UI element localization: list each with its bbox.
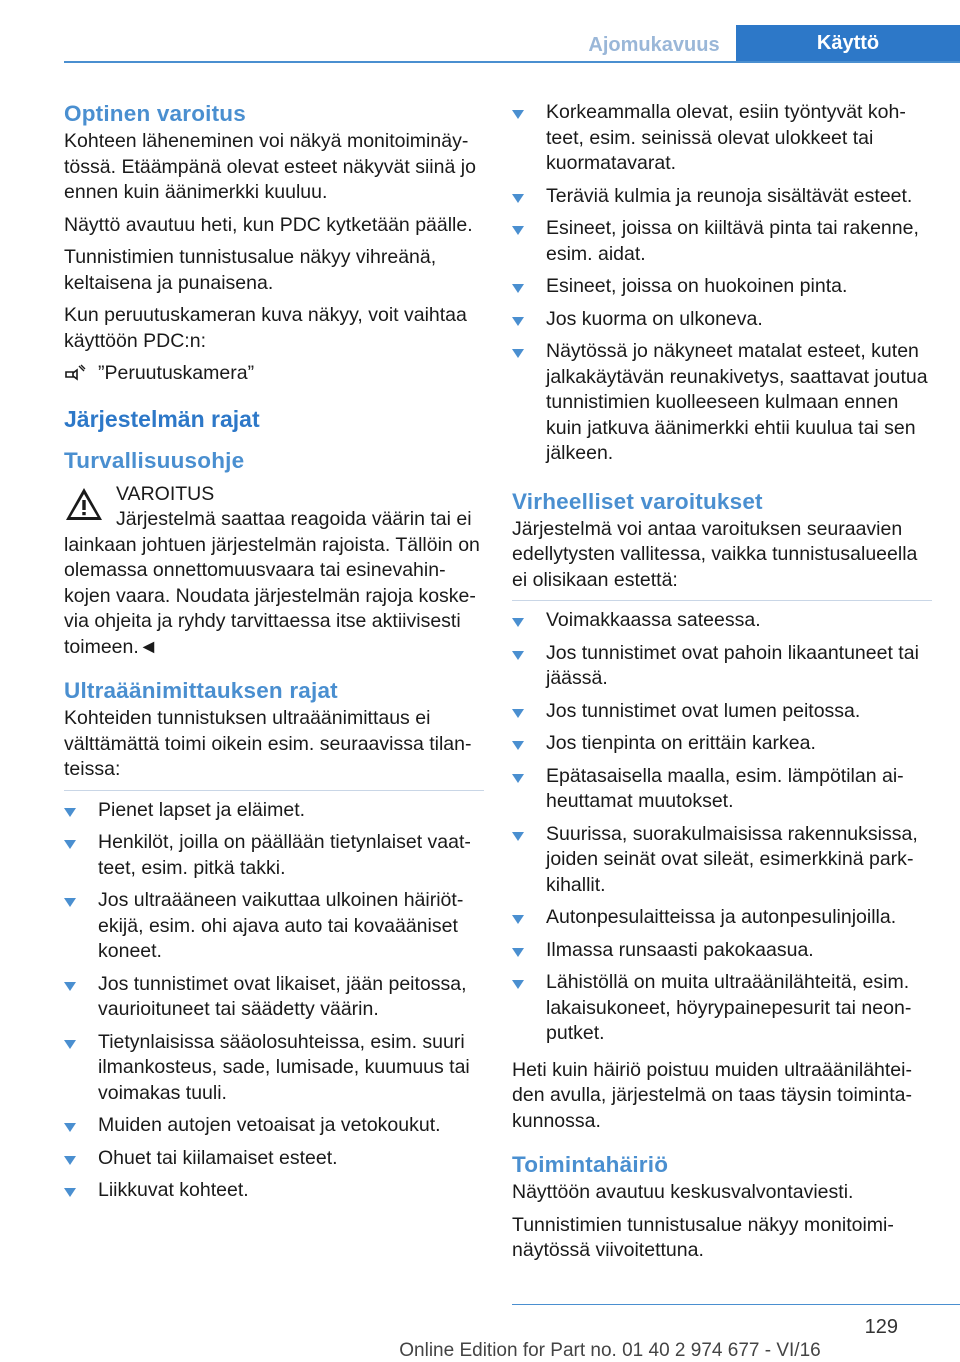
list-item: Ohuet tai kiilamaiset esteet.: [64, 1146, 484, 1179]
toiminta-heading: Toimintahäiriö: [512, 1152, 669, 1177]
list-item: Esineet, joissa on huokoinen pinta.: [512, 274, 932, 307]
list-item: Tietynlaisissa sääolosuhteissa, esim. suuri ilmankosteus, sade, lumisade, kuumuus tai voimakas tuuli.: [64, 1030, 484, 1114]
list-item: Jos tunnistimet ovat pahoin likaantuneet tai jäässä.: [512, 641, 932, 699]
triangle-bullet-icon: [512, 226, 524, 235]
warning-text: Järjestelmä saattaa reagoida väärin tai ei lainkaan johtuen järjestelmän rajoista. Tällöin on olemassa onnettomuusvaara tai esinevahinkojen vaara. Noudata järjestelmän rajoja koskevia ohjeita ja ryhdy tarvittaessa itse aktiivisesti toimeen.◄: [64, 508, 480, 658]
ultra-heading: Ultraäänimittauksen rajat: [64, 678, 338, 703]
ultra-list: [64, 798, 484, 1211]
list-item: Autonpesulaitteissa ja autonpesulinjoilla.: [512, 905, 932, 938]
triangle-bullet-icon: [64, 840, 76, 849]
list-item: Liikkuvat kohteet.: [64, 1178, 484, 1211]
optinen-paragraph-3: Tunnistimien tunnistusalue näkyy vihreänä, keltaisena ja punaisena.: [64, 246, 437, 294]
triangle-bullet-icon: [512, 110, 524, 119]
list-item: Pienet lapset ja eläimet.: [64, 798, 484, 831]
toiminta-paragraph-1: Näyttöön avautuu keskusvalvontaviesti.: [512, 1181, 854, 1203]
list-divider: [64, 790, 484, 791]
list-item: Näytössä jo näkyneet matalat esteet, kuten jalkakäytävän reunakivetys, saattavat joutua tunnistimien kuolleeseen kulmaan ennen kuin jatkuva äänimerkki ehtii kuulua tai sen jälkeen.: [512, 339, 932, 474]
triangle-bullet-icon: [512, 948, 524, 957]
triangle-bullet-icon: [512, 284, 524, 293]
warning-title: VAROITUS: [116, 482, 215, 505]
virhe-list: [512, 608, 932, 1054]
triangle-bullet-icon: [512, 651, 524, 660]
header-chapter-tab: Käyttö: [736, 25, 960, 62]
triangle-bullet-icon: [512, 618, 524, 627]
safety-heading: Turvallisuusohje: [64, 447, 245, 473]
left-column: [64, 100, 484, 1215]
ultra-list-continued: [512, 100, 932, 474]
list-item: Voimakkaassa sateessa.: [512, 608, 932, 641]
triangle-bullet-icon: [512, 832, 524, 841]
triangle-bullet-icon: [64, 1188, 76, 1197]
menu-instruction: [64, 361, 484, 387]
triangle-bullet-icon: [512, 709, 524, 718]
optinen-heading: Optinen varoitus: [64, 101, 246, 126]
list-item: Epätasaisella maalla, esim. lämpötilan aiheuttamat muutokset.: [512, 764, 932, 822]
list-item: Henkilöt, joilla on päällään tietynlaiset vaatteet, esim. pitkä takki.: [64, 830, 484, 888]
list-item: Jos kuorma on ulkoneva.: [512, 307, 932, 340]
triangle-bullet-icon: [64, 1156, 76, 1165]
triangle-bullet-icon: [512, 194, 524, 203]
list-divider: [512, 600, 932, 601]
triangle-bullet-icon: [512, 317, 524, 326]
optinen-paragraph-1: Kohteen läheneminen voi näkyä monitoiminäytössä. Etäämpänä olevat esteet näkyvät siinä jo ennen kuin äänimerkki kuuluu.: [64, 130, 476, 203]
header-rule: [64, 61, 960, 63]
list-item: Esineet, joissa on kiiltävä pinta tai rakenne, esim. aidat.: [512, 216, 932, 274]
pdc-camera-icon: [64, 364, 86, 384]
list-item: Teräviä kulmia ja reunoja sisältävät esteet.: [512, 184, 932, 217]
virhe-heading: Virheelliset varoitukset: [512, 488, 763, 514]
list-item: Jos tunnistimet ovat likaiset, jään peitossa, vaurioituneet tai säädetty väärin.: [64, 972, 484, 1030]
header-section-tab: Ajomukavuus: [588, 34, 720, 56]
list-item: Jos tunnistimet ovat lumen peitossa.: [512, 699, 932, 732]
footer-rule: [512, 1304, 960, 1305]
triangle-bullet-icon: [64, 808, 76, 817]
list-item: Korkeammalla olevat, esiin työntyvät kohteet, esim. seinissä olevat ulokkeet tai kuormatavarat.: [512, 100, 932, 184]
triangle-bullet-icon: [64, 1040, 76, 1049]
page-number: 129: [864, 1316, 898, 1338]
rajat-heading: Järjestelmän rajat: [64, 405, 260, 432]
triangle-bullet-icon: [512, 349, 524, 358]
triangle-bullet-icon: [64, 982, 76, 991]
triangle-bullet-icon: [512, 980, 524, 989]
triangle-bullet-icon: [512, 741, 524, 750]
triangle-bullet-icon: [64, 898, 76, 907]
list-item: Ilmassa runsaasti pakokaasua.: [512, 938, 932, 971]
virhe-intro: Järjestelmä voi antaa varoituksen seuraavien edellytysten vallitessa, vaikka tunnistusalueella ei olisikaan estettä:: [512, 517, 918, 591]
toiminta-paragraph-2: Tunnistimien tunnistusalue näkyy monitoiminäytössä viivoitettuna.: [512, 1213, 894, 1261]
triangle-bullet-icon: [64, 1123, 76, 1132]
footer-edition: Online Edition for Part no. 01 40 2 974 677 - VI/16: [399, 1340, 821, 1361]
triangle-bullet-icon: [512, 915, 524, 924]
optinen-paragraph-2: Näyttö avautuu heti, kun PDC kytketään päälle.: [64, 213, 473, 236]
warning-triangle-icon: [64, 486, 104, 522]
menu-item-label: ”Peruutuskamera”: [98, 362, 255, 384]
virhe-outro: Heti kuin häiriö poistuu muiden ultraäänilähteiden avulla, järjestelmä on taas täysin toimintakunnossa.: [512, 1058, 912, 1132]
optinen-paragraph-4: Kun peruutuskameran kuva näkyy, voit vaihtaa käyttöön PDC:n:: [64, 304, 467, 352]
list-item: Jos tienpinta on erittäin karkea.: [512, 731, 932, 764]
triangle-bullet-icon: [512, 774, 524, 783]
list-item: Suurissa, suorakulmaisissa rakennuksissa, joiden seinät ovat sileät, esimerkkinä parkkihallit.: [512, 822, 932, 906]
warning-box: [64, 482, 484, 661]
list-item: Muiden autojen vetoaisat ja vetokoukut.: [64, 1113, 484, 1146]
ultra-intro: Kohteiden tunnistuksen ultraäänimittaus ei välttämättä toimi oikein esim. seuraavissa tilanteissa:: [64, 707, 472, 780]
list-item: Jos ultraääneen vaikuttaa ulkoinen häiriötekijä, esim. ohi ajava auto tai kovaääniset koneet.: [64, 888, 484, 972]
right-column: [512, 100, 932, 1271]
list-item: Lähistöllä on muita ultraäänilähteitä, esim. lakaisukoneet, höyrypainepesurit tai neonputket.: [512, 970, 932, 1054]
